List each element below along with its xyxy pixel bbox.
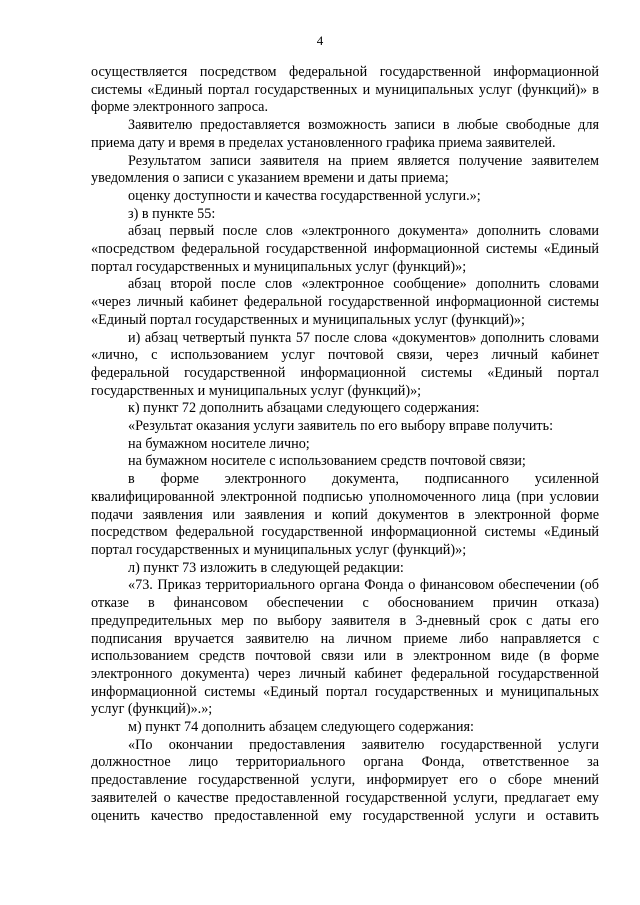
paragraph: «Результат оказания услуги заявитель по его выбору вправе получить: <box>128 418 554 435</box>
paragraph: оценку доступности и качества государственной услуги.»; <box>128 187 481 204</box>
paragraph: м) пункт 74 дополнить абзацем следующего содержания: <box>128 719 474 736</box>
paragraph: на бумажном носителе с использованием средств почтовой связи; <box>128 453 526 470</box>
paragraph: абзац первый после слов «электронного документа» дополнить словами «посредством федеральной государственной информационной системы «Единый портал государственных и муниципальных услуг (функций)»; <box>91 223 599 275</box>
paragraph: к) пункт 72 дополнить абзацами следующего содержания: <box>128 400 480 417</box>
paragraph: абзац второй после слов «электронное сообщение» дополнить словами «через личный кабинет федеральной государственной информационной системы «Единый портал государственных и муниципальных услуг (функций)»; <box>91 276 599 328</box>
paragraph: л) пункт 73 изложить в следующей редакции: <box>128 559 404 576</box>
document-body <box>91 64 599 825</box>
paragraph: и) абзац четвертый пункта 57 после слова «документов» дополнить словами «лично, с использованием услуг почтовой связи, через личный кабинет федеральной государственной информационной системы «Единый портал государственных и муниципальных услуг (функций)»; <box>91 329 599 399</box>
paragraph: осуществляется посредством федеральной государственной информационной системы «Единый портал государственных и муниципальных услуг (функций)» в форме электронного запроса. <box>91 64 599 116</box>
paragraph: на бумажном носителе лично; <box>128 435 310 452</box>
paragraph: з) в пункте 55: <box>128 205 216 222</box>
paragraph: Результатом записи заявителя на прием является получение заявителем уведомления о записи с указанием времени и даты приема; <box>91 152 599 187</box>
paragraph: «По окончании предоставления заявителю государственной услуги должностное лицо территориального органа Фонда, ответственное за предоставление государственной услуги, информирует его о сборе мнений заявителей о качестве предоставленной государственной услуги, предлагает ему оценить качество предоставленной ему государственной услуги и оставить <box>91 736 599 824</box>
paragraph: в форме электронного документа, подписанного усиленной квалифицированной электронной подписью уполномоченного лица (при условии подачи заявления или заявления и копий документов в электронной форме посредством федеральной государственной информационной системы «Единый портал государственных и муниципальных услуг (функций)»; <box>91 471 599 558</box>
paragraph: «73. Приказ территориального органа Фонда о финансовом обеспечении (об отказе в финансовом обеспечении с обоснованием причин отказа) предупредительных мер по выбору заявителя в 3-дневный срок с даты его подписания вручается заявителю на личном приеме либо направляется с использованием средств почтовой связи или в электронном виде (в форме электронного документа) через личный кабинет федеральной государственной информационной системы «Единый портал государственных и муниципальных услуг (функций)».»; <box>91 577 599 718</box>
page-number: 4 <box>316 33 324 48</box>
paragraph: Заявителю предоставляется возможность записи в любые свободные для приема дату и время в пределах установленного графика приема заявителей. <box>91 117 599 151</box>
